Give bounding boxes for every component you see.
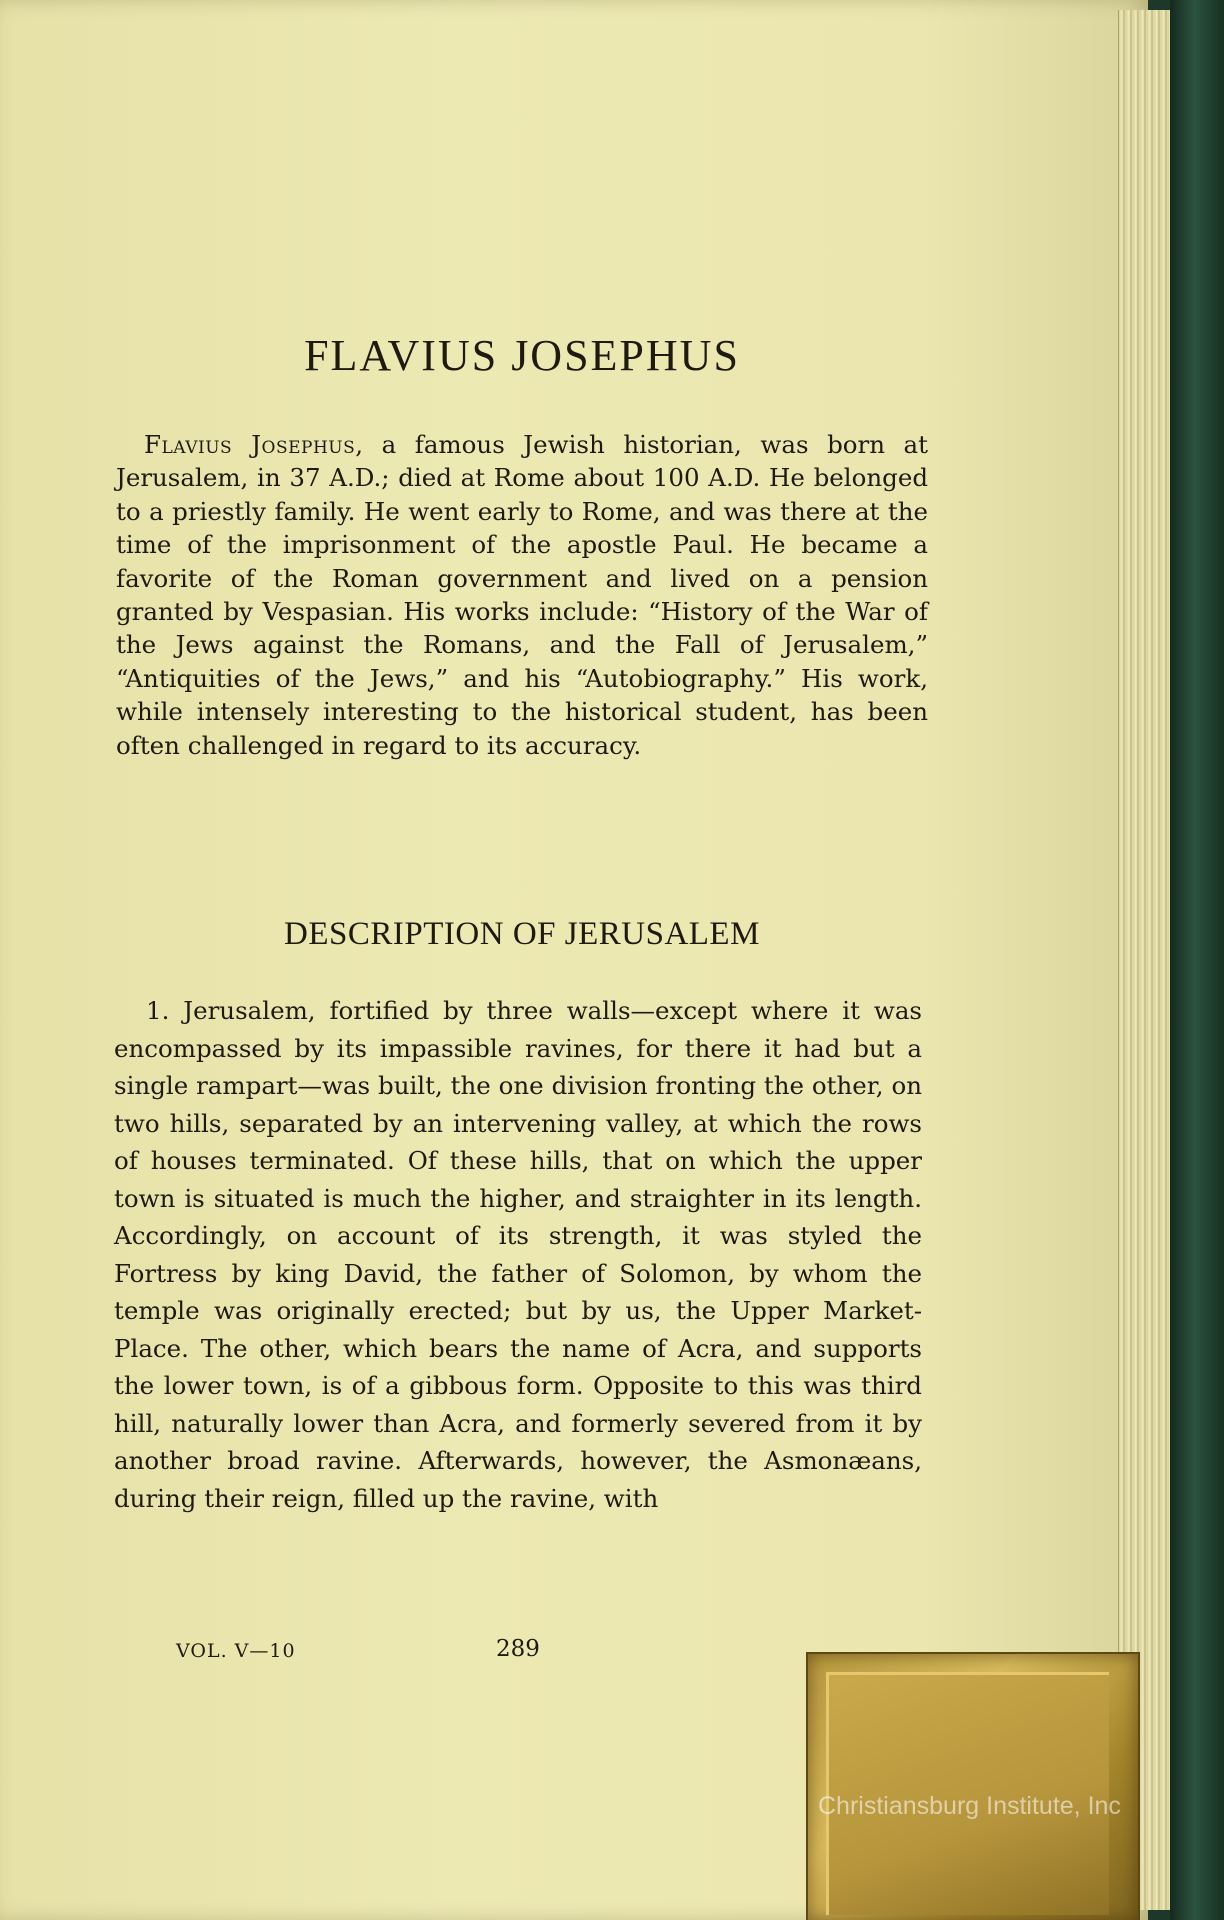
volume-label: VOL. V—10 bbox=[176, 1640, 296, 1662]
section-heading: DESCRIPTION OF JERUSALEM bbox=[284, 916, 760, 952]
intro-paragraph bbox=[116, 428, 928, 762]
book-cover-edge bbox=[1170, 0, 1224, 1920]
watermark: Christiansburg Institute, Inc bbox=[818, 1792, 1121, 1820]
brass-page-clamp bbox=[806, 1652, 1140, 1920]
author-name: Flavius Josephus bbox=[144, 430, 356, 459]
body-paragraph: 1. Jerusalem, fortified by three walls—except where it was encompassed by its impassible ravines, for there it had but a single rampart—was built, the one division fronting the other, on two hills, separated by an intervening valley, at which the rows of houses terminated. Of these hills, that on which the upper town is situated is much the higher, and straighter in its length. Accordingly, on account of its strength, it was styled the Fortress by king David, the father of Solomon, by whom the temple was originally erected; but by us, the Upper Market-Place. The other, which bears the name of Acra, and supports the lower town, is of a gibbous form. Opposite to this was third hill, naturally lower than Acra, and formerly severed from it by another broad ravine. Afterwards, however, the Asmonæans, during their reign, filled up the ravine, with bbox=[114, 996, 922, 1513]
page-number: 289 bbox=[496, 1636, 540, 1662]
intro-text: , a famous Jewish historian, was born at Jerusalem, in 37 A.D.; died at Rome about 100 A.D. He belonged to a priestly family. He went early to Rome, and was there at the time of the imprisonment of the apostle Paul. He became a favorite of the Roman government and lived on a pension granted by Vespasian. His works include: “History of the War of the Jews against the Romans, and the Fall of Jerusalem,” “Antiquities of the Jews,” and his “Autobiography.” His work, while intensely interesting to the historical student, has been often challenged in regard to its accuracy. bbox=[116, 430, 928, 760]
page-title: FLAVIUS JOSEPHUS bbox=[304, 331, 740, 380]
page-edges bbox=[1118, 10, 1171, 1910]
